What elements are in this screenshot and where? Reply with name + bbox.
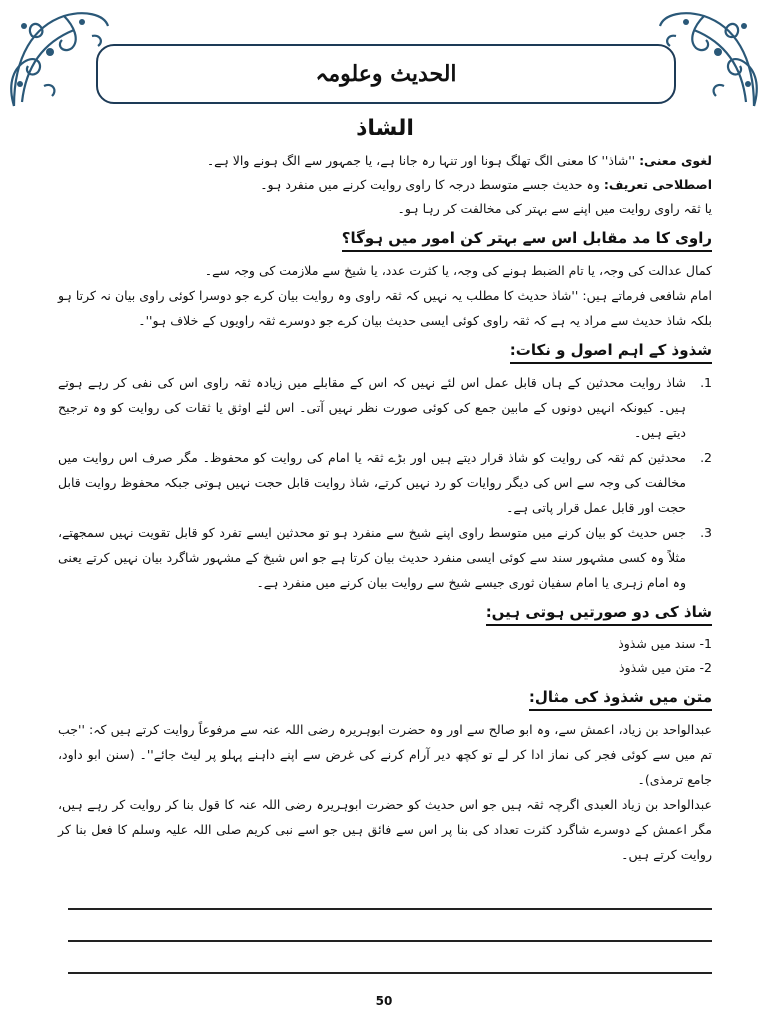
writing-line — [68, 940, 712, 942]
heading-example: متن میں شذوذ کی مثال: — [529, 686, 712, 711]
list-item-text: جس حدیث کو بیان کرنے میں متوسط راوی اپنے شیخ سے منفرد ہو تو محدثین ایسے تفرد کو قابل تقویت نہیں سمجھتے، مثلاً وہ کسی مشہور سند سے کوئی ایسی منفرد حدیث بیان کرتا ہے جو اس شیخ کے مشہور شاگرد بیان نہیں کرتے یعنی وہ امام زہری یا امام سفیان ثوری جیسے شیخ سے روایت بیان کرنے میں منفرد ہے۔ — [58, 525, 686, 590]
example-paragraph-2: عبدالواحد بن زیاد العبدی اگرچہ ثقہ ہیں جو اس حدیث کو حضرت ابوہریرہ رضی اللہ عنہ کا قول بنا کر روایت کر رہے ہیں، مگر اعمش کے دوسرے شاگرد کثرت تعداد کی بنا پر اس سے فائق ہیں جو اسے نبی کریم صلی اللہ علیہ وسلم کا فعل بنا کر روایت کرتے ہیں۔ — [58, 797, 712, 862]
heading-rawi-comparison: راوی کا مد مقابل اس سے بہتر کن امور میں ہوگا؟ — [342, 227, 712, 252]
list-item — [58, 520, 712, 595]
form-item-sanad: 1- سند میں شذوذ — [618, 636, 712, 651]
header-title-box — [96, 44, 676, 104]
page-number: 50 — [375, 994, 393, 1008]
header-title: الحدیث وعلومہ — [315, 61, 457, 87]
list-item-text: محدثین کم ثقہ کی روایت کو شاذ قرار دیتے ہیں اور بڑے ثقہ یا امام کی روایت کو محفوظ۔ مگر صرف اس روایت میں مخالفت کی وجہ سے اس کی دیگر روایات کو رد نہیں کرتے، شاذ روایت قابل حجت نہیں ہوتی جبکہ محفوظ روایت قابل حجت اور قابل عمل قرار پاتی ہے۔ — [58, 450, 686, 515]
lughawi-definition — [58, 149, 712, 173]
comparison-paragraph-1: کمال عدالت کی وجہ، یا تام الضبط ہونے کی وجہ، یا کثرت عدد، یا شیخ سے ملازمت کی وجہ سے۔ — [204, 263, 712, 278]
page-content — [58, 116, 712, 867]
section-title: الشاذ — [356, 116, 414, 141]
lughawi-label: لغوی معنی: — [639, 153, 712, 168]
writing-line — [68, 972, 712, 974]
heading-two-forms: شاذ کی دو صورتیں ہوتی ہیں: — [486, 601, 712, 626]
istilahi-definition — [58, 173, 712, 197]
writing-line — [68, 908, 712, 910]
heading-principles: شذوذ کے اہم اصول و نکات: — [510, 339, 712, 364]
istilahi-text: وہ حدیث جسے متوسط درجہ کا راوی روایت کرنے میں منفرد ہو۔ — [260, 177, 600, 192]
list-item-number: 3. — [700, 525, 712, 540]
list-item-text: شاذ روایت محدثین کے ہاں قابل عمل اس لئے نہیں کہ اس کے مقابلے میں زیادہ ثقہ راوی اس کی نفی کر رہے ہوتے ہیں۔ کیونکہ انہیں دونوں کے مابین جمع کی کوئی صورت نظر نہیں آتی۔ اس لئے اوثق یا ثقات کی روایت کو وہ ترجیح دیتے ہیں۔ — [58, 375, 686, 440]
list-item — [58, 445, 712, 520]
istilahi-extra: یا ثقہ راوی روایت میں اپنے سے بہتر کی مخالفت کر رہا ہو۔ — [397, 201, 712, 216]
comparison-paragraph-2: امام شافعی فرماتے ہیں: ''شاذ حدیث کا مطلب یہ نہیں کہ ثقہ راوی وہ روایت بیان کرے جو دوسرا کوئی راوی بیان نہ کرتا ہو بلکہ شاذ حدیث سے مراد یہ ہے کہ ثقہ راوی کوئی ایسی حدیث بیان کرے جو دوسرے ثقہ راویوں کے خلاف ہو''۔ — [58, 288, 712, 328]
form-item-matn: 2- متن میں شذوذ — [619, 660, 712, 675]
list-item — [58, 370, 712, 445]
example-paragraph-1: عبدالواحد بن زیاد، اعمش سے، وہ ابو صالح سے اور وہ حضرت ابوہریرہ رضی اللہ عنہ سے مرفوعاً روایت کرتے ہیں کہ: ''جب تم میں سے کوئی فجر کی نماز ادا کر لے تو کچھ دیر آرام کرنے کی غرض سے اپنے داہنے پہلو پر لیٹ جائے''۔ (سنن ابو داود، جامع ترمذی)۔ — [58, 722, 712, 787]
list-item-number: 2. — [700, 450, 712, 465]
list-item-number: 1. — [700, 375, 712, 390]
lughawi-text: ''شاذ'' کا معنی الگ تھلگ ہونا اور تنہا رہ جانا ہے، یا جمہور سے الگ ہونے والا ہے۔ — [206, 153, 636, 168]
istilahi-label: اصطلاحی تعریف: — [603, 177, 712, 192]
